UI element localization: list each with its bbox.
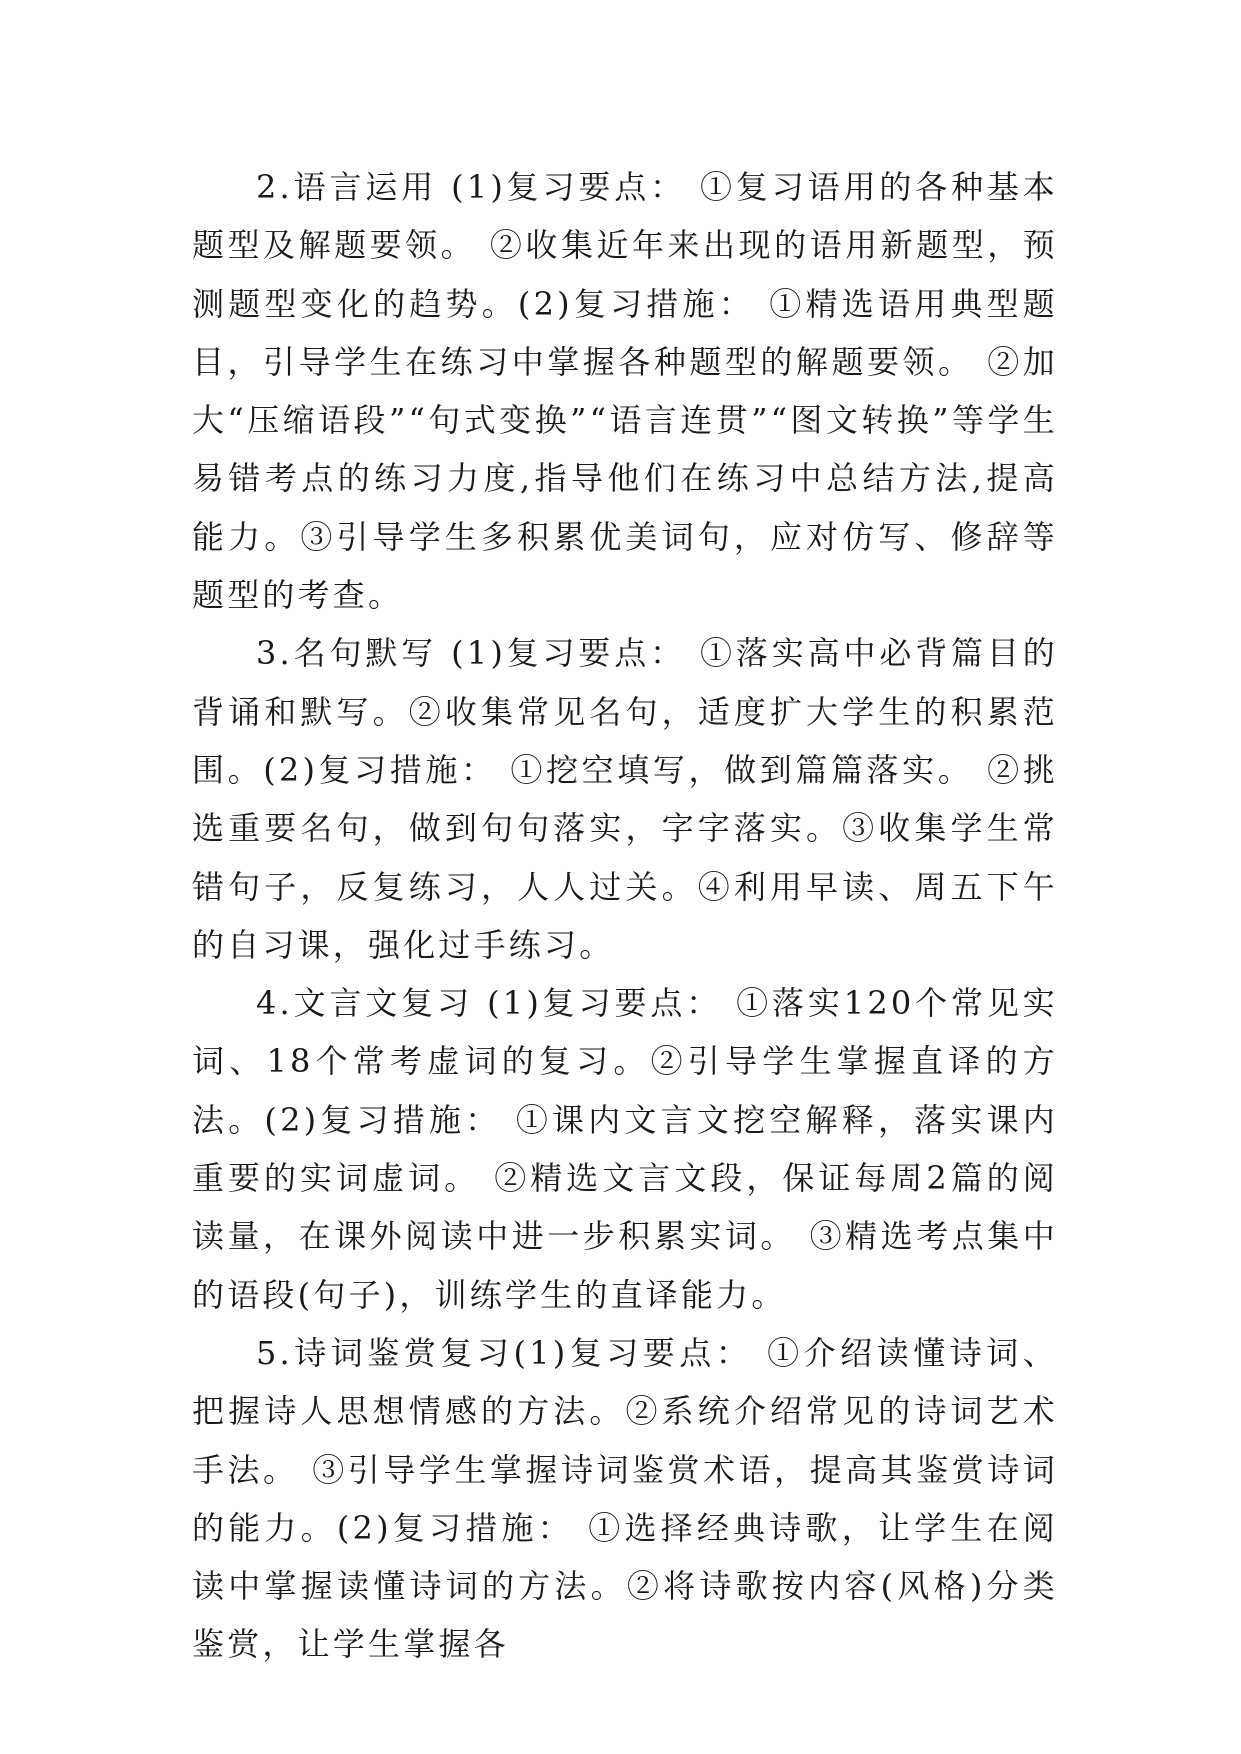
body-text (192, 158, 1058, 1674)
paragraph-classical-chinese: 4.文言文复习 (1)复习要点： ①落实120个常见实词、18个常考虚词的复习。②引导学生掌握直译的方法。(2)复习措施： ①课内文言文挖空解释，落实课内重要的实词虚词。 ②精选文言文段，保证每周2篇的阅读量，在课外阅读中进一步积累实词。 ③精选考点集中的语段(句子)，训练学生的直译能力。 (192, 984, 1058, 1314)
paragraph-famous-quotes: 3.名句默写 (1)复习要点： ①落实高中必背篇目的背诵和默写。②收集常见名句，适度扩大学生的积累范围。(2)复习措施： ①挖空填写，做到篇篇落实。 ②挑选重要名句，做到句句落实，字字落实。③收集学生常错句子，反复练习，人人过关。④利用早读、周五下午的自习课，强化过手练习。 (192, 634, 1058, 964)
paragraph-language-use: 2.语言运用 (1)复习要点： ①复习语用的各种基本题型及解题要领。 ②收集近年来出现的语用新题型，预测题型变化的趋势。(2)复习措施： ①精选语用典型题目，引导学生在练习中掌握各种题型的解题要领。 ②加大“压缩语段”“句式变换”“语言连贯”“图文转换”等学生易错考点的练习力度,指导他们在练习中总结方法,提高能力。③引导学生多积累优美词句，应对仿写、修辞等题型的考查。 (192, 168, 1058, 615)
paragraph-poetry-appreciation: 5.诗词鉴赏复习(1)复习要点： ①介绍读懂诗词、把握诗人思想情感的方法。②系统介绍常见的诗词艺术手法。 ③引导学生掌握诗词鉴赏术语，提高其鉴赏诗词的能力。(2)复习措施： ①选择经典诗歌，让学生在阅读中掌握读懂诗词的方法。②将诗歌按内容(风格)分类鉴赏，让学生掌握各 (192, 1333, 1058, 1664)
